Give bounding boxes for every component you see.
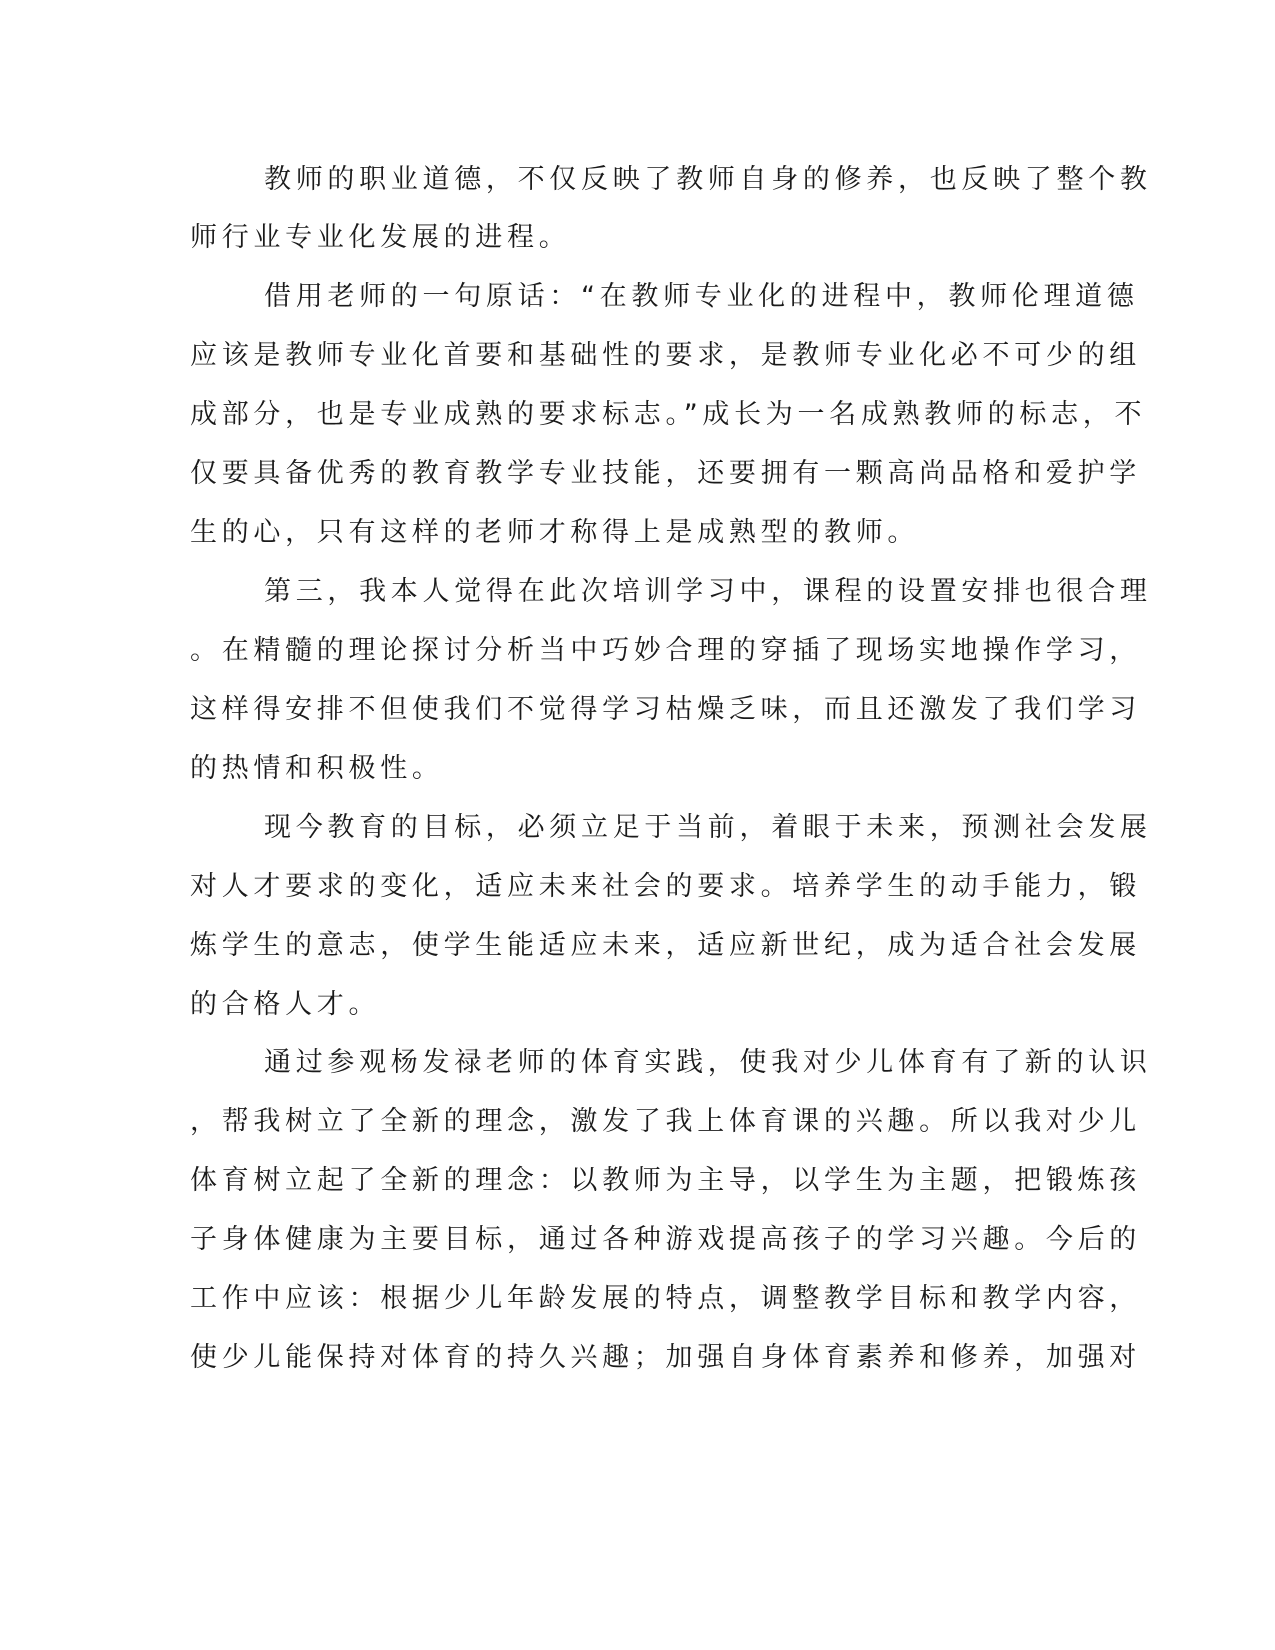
paragraph-5-line-6: 使少儿能保持对体育的持久兴趣；加强自身体育素养和修养，加强对 xyxy=(190,1342,1141,1373)
paragraph-1-line-2: 师行业专业化发展的进程。 xyxy=(190,222,571,253)
paragraph-2-line-2: 应该是教师专业化首要和基础性的要求，是教师专业化必不可少的组 xyxy=(190,340,1141,371)
paragraph-2-line-3: 成部分，也是专业成熟的要求标志。”成长为一名成熟教师的标志，不 xyxy=(190,399,1147,430)
paragraph-3-line-1: 第三，我本人觉得在此次培训学习中，课程的设置安排也很合理 xyxy=(264,576,1152,607)
paragraph-5-line-4: 子身体健康为主要目标，通过各种游戏提高孩子的学习兴趣。今后的 xyxy=(190,1224,1141,1255)
paragraph-2-line-1: 借用老师的一句原话：“在教师专业化的进程中，教师伦理道德 xyxy=(264,281,1139,312)
paragraph-4-line-2: 对人才要求的变化，适应未来社会的要求。培养学生的动手能力，锻 xyxy=(190,871,1141,902)
paragraph-5-line-5: 工作中应该：根据少儿年龄发展的特点，调整教学目标和教学内容， xyxy=(190,1283,1141,1314)
paragraph-3-line-4: 的热情和积极性。 xyxy=(190,753,444,784)
paragraph-3-line-2: 。在精髓的理论探讨分析当中巧妙合理的穿插了现场实地操作学习， xyxy=(190,635,1141,666)
paragraph-5-line-3: 体育树立起了全新的理念：以教师为主导，以学生为主题，把锻炼孩 xyxy=(190,1165,1141,1196)
paragraph-4-line-1: 现今教育的目标，必须立足于当前，着眼于未来，预测社会发展 xyxy=(264,812,1152,843)
paragraph-1-line-1: 教师的职业道德，不仅反映了教师自身的修养，也反映了整个教 xyxy=(264,164,1152,195)
paragraph-4-line-3: 炼学生的意志，使学生能适应未来，适应新世纪，成为适合社会发展 xyxy=(190,930,1141,961)
paragraph-4-line-4: 的合格人才。 xyxy=(190,989,381,1020)
paragraph-5-line-1: 通过参观杨发禄老师的体育实践，使我对少儿体育有了新的认识 xyxy=(264,1047,1152,1078)
paragraph-5-line-2: ，帮我树立了全新的理念，激发了我上体育课的兴趣。所以我对少儿 xyxy=(190,1106,1141,1137)
paragraph-3-line-3: 这样得安排不但使我们不觉得学习枯燥乏味，而且还激发了我们学习 xyxy=(190,694,1141,725)
paragraph-2-line-5: 生的心，只有这样的老师才称得上是成熟型的教师。 xyxy=(190,517,920,548)
paragraph-2-line-4: 仅要具备优秀的教育教学专业技能，还要拥有一颗高尚品格和爱护学 xyxy=(190,458,1141,489)
